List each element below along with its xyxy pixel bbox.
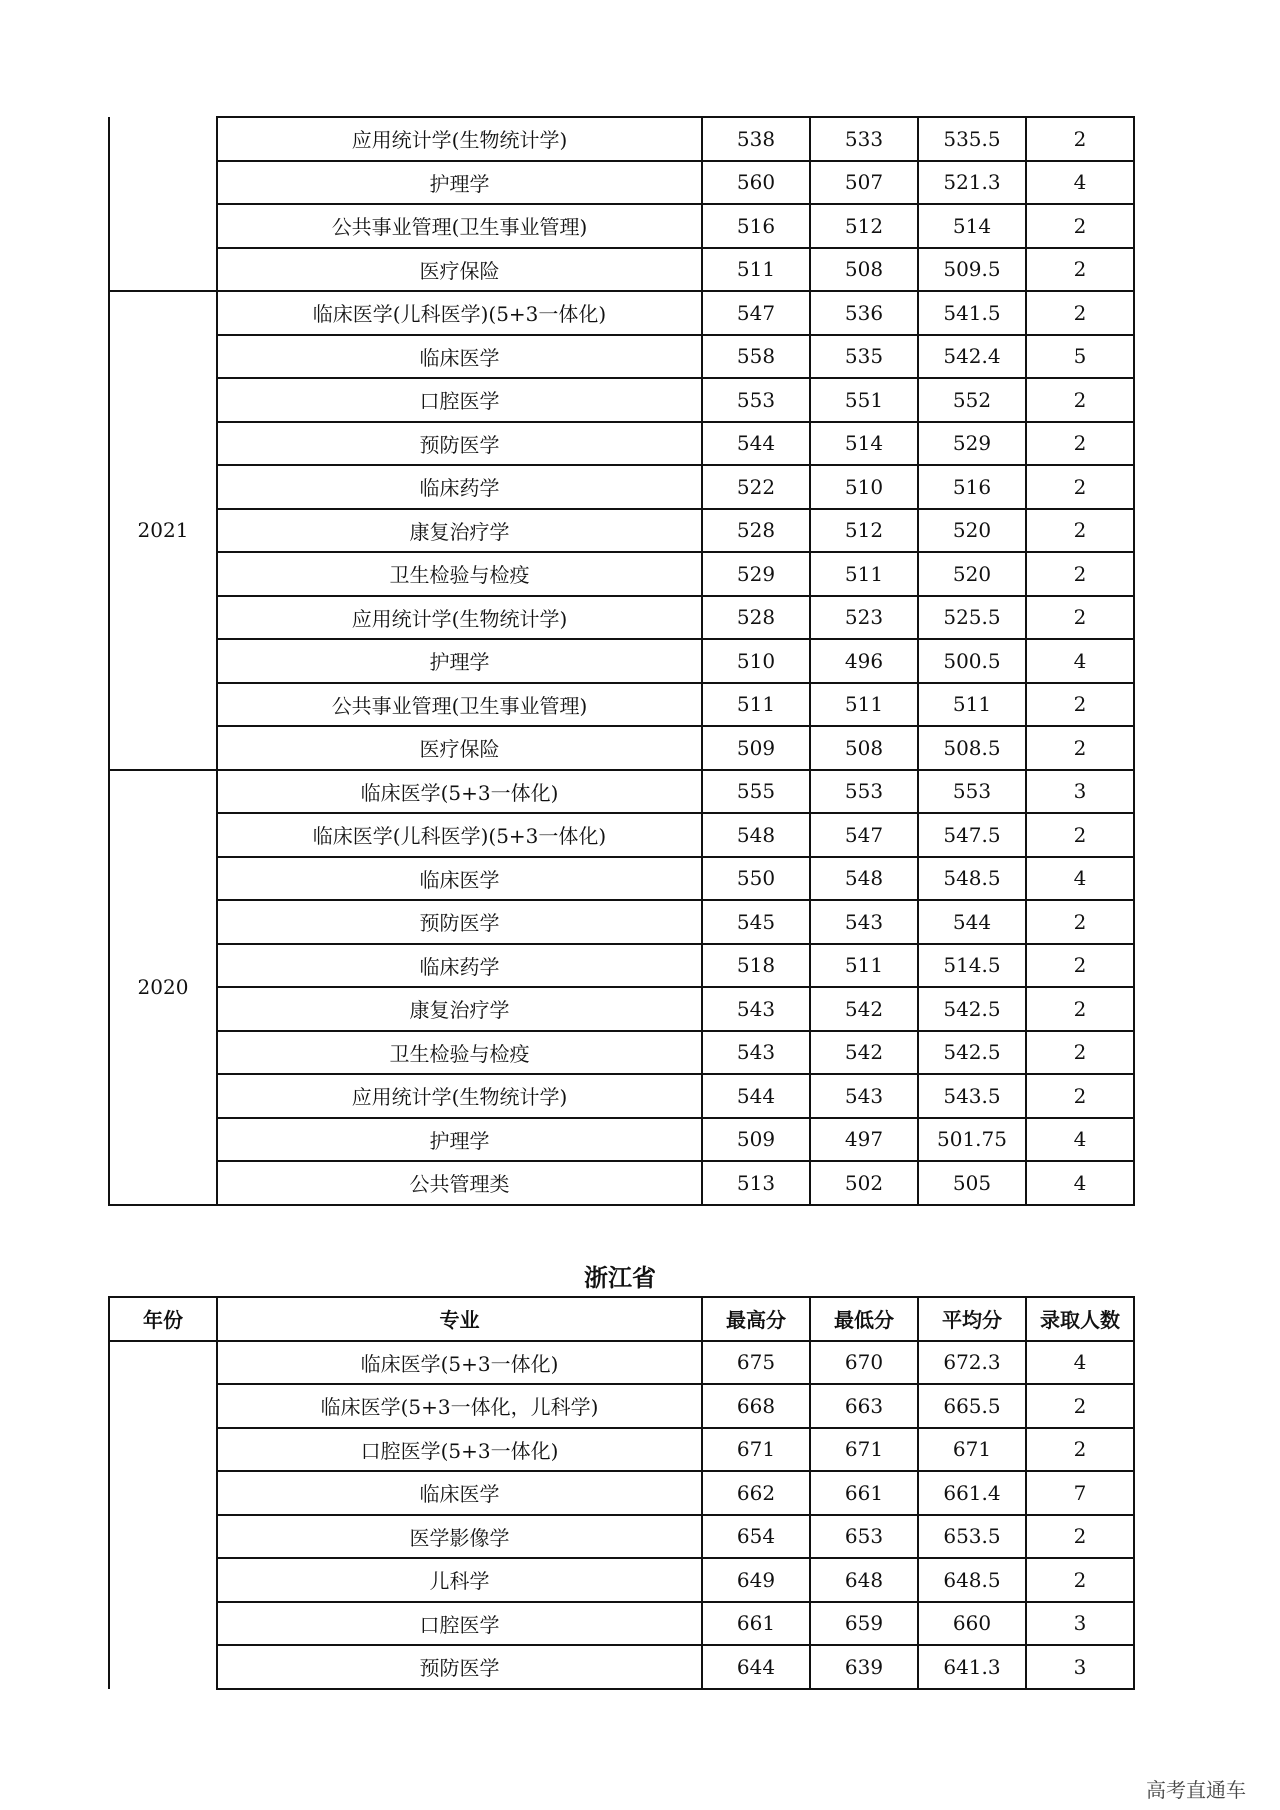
min-score-cell: 547 [810, 813, 918, 857]
min-score-cell: 511 [810, 552, 918, 596]
major-cell: 预防医学 [217, 1645, 702, 1689]
max-score-cell: 509 [702, 1118, 810, 1162]
min-score-cell: 535 [810, 335, 918, 379]
max-score-cell: 510 [702, 639, 810, 683]
max-score-cell: 544 [702, 1074, 810, 1118]
avg-score-cell: 514.5 [918, 944, 1026, 988]
avg-score-cell: 505 [918, 1161, 1026, 1205]
max-score-cell: 555 [702, 770, 810, 814]
admission-score-table-continued [108, 116, 1135, 1206]
table-row [109, 335, 1134, 379]
major-cell: 卫生检验与检疫 [217, 552, 702, 596]
avg-score-cell: 543.5 [918, 1074, 1026, 1118]
major-cell: 临床医学 [217, 335, 702, 379]
avg-score-cell: 521.3 [918, 161, 1026, 205]
major-cell: 医学影像学 [217, 1515, 702, 1559]
major-cell: 康复治疗学 [217, 987, 702, 1031]
min-score-cell: 671 [810, 1428, 918, 1472]
major-cell: 临床药学 [217, 465, 702, 509]
max-score-cell: 550 [702, 857, 810, 901]
max-score-cell: 649 [702, 1558, 810, 1602]
admitted-count-cell: 2 [1026, 465, 1134, 509]
avg-score-cell: 508.5 [918, 726, 1026, 770]
max-score-cell: 543 [702, 1031, 810, 1075]
major-cell: 预防医学 [217, 900, 702, 944]
max-score-cell: 513 [702, 1161, 810, 1205]
min-score-cell: 659 [810, 1602, 918, 1646]
admitted-count-cell: 3 [1026, 770, 1134, 814]
min-score-cell: 542 [810, 987, 918, 1031]
max-score-cell: 547 [702, 291, 810, 335]
min-score-cell: 511 [810, 683, 918, 727]
table-header-row [109, 1297, 1134, 1341]
admitted-count-cell: 2 [1026, 509, 1134, 553]
table-row [109, 857, 1134, 901]
table-row [109, 117, 1134, 161]
avg-score-cell: 514 [918, 204, 1026, 248]
admitted-count-cell: 4 [1026, 161, 1134, 205]
table-row [109, 813, 1134, 857]
header-count: 录取人数 [1026, 1297, 1134, 1341]
major-cell: 应用统计学(生物统计学) [217, 596, 702, 640]
avg-score-cell: 500.5 [918, 639, 1026, 683]
min-score-cell: 508 [810, 248, 918, 292]
table-row [109, 1558, 1134, 1602]
admitted-count-cell: 3 [1026, 1602, 1134, 1646]
major-cell: 口腔医学 [217, 378, 702, 422]
avg-score-cell: 660 [918, 1602, 1026, 1646]
max-score-cell: 661 [702, 1602, 810, 1646]
major-cell: 公共事业管理(卫生事业管理) [217, 204, 702, 248]
table-row [109, 1074, 1134, 1118]
major-cell: 口腔医学 [217, 1602, 702, 1646]
min-score-cell: 548 [810, 857, 918, 901]
admitted-count-cell: 2 [1026, 987, 1134, 1031]
header-min: 最低分 [810, 1297, 918, 1341]
major-cell: 公共事业管理(卫生事业管理) [217, 683, 702, 727]
watermark-text: 高考直通车 [1146, 1778, 1246, 1802]
min-score-cell: 523 [810, 596, 918, 640]
avg-score-cell: 541.5 [918, 291, 1026, 335]
admitted-count-cell: 2 [1026, 900, 1134, 944]
avg-score-cell: 511 [918, 683, 1026, 727]
admitted-count-cell: 2 [1026, 813, 1134, 857]
max-score-cell: 662 [702, 1471, 810, 1515]
major-cell: 临床药学 [217, 944, 702, 988]
admitted-count-cell: 4 [1026, 1161, 1134, 1205]
min-score-cell: 512 [810, 204, 918, 248]
header-avg: 平均分 [918, 1297, 1026, 1341]
min-score-cell: 502 [810, 1161, 918, 1205]
major-cell: 临床医学 [217, 857, 702, 901]
avg-score-cell: 544 [918, 900, 1026, 944]
zhejiang-score-table [108, 1296, 1135, 1690]
major-cell: 口腔医学(5+3一体化) [217, 1428, 702, 1472]
avg-score-cell: 516 [918, 465, 1026, 509]
table-row [109, 465, 1134, 509]
admitted-count-cell: 2 [1026, 204, 1134, 248]
year-cell: 2020 [109, 770, 217, 1205]
avg-score-cell: 529 [918, 422, 1026, 466]
max-score-cell: 516 [702, 204, 810, 248]
max-score-cell: 518 [702, 944, 810, 988]
admitted-count-cell: 2 [1026, 1428, 1134, 1472]
admitted-count-cell: 4 [1026, 639, 1134, 683]
admitted-count-cell: 2 [1026, 683, 1134, 727]
avg-score-cell: 665.5 [918, 1384, 1026, 1428]
major-cell: 临床医学 [217, 1471, 702, 1515]
table-row [109, 1428, 1134, 1472]
table-row [109, 422, 1134, 466]
max-score-cell: 509 [702, 726, 810, 770]
min-score-cell: 663 [810, 1384, 918, 1428]
avg-score-cell: 648.5 [918, 1558, 1026, 1602]
major-cell: 护理学 [217, 1118, 702, 1162]
header-major: 专业 [217, 1297, 702, 1341]
max-score-cell: 671 [702, 1428, 810, 1472]
avg-score-cell: 535.5 [918, 117, 1026, 161]
year-cell: 2021 [109, 291, 217, 770]
table-row [109, 1602, 1134, 1646]
avg-score-cell: 547.5 [918, 813, 1026, 857]
table-row [109, 378, 1134, 422]
table-row [109, 596, 1134, 640]
major-cell: 卫生检验与检疫 [217, 1031, 702, 1075]
admitted-count-cell: 2 [1026, 1515, 1134, 1559]
min-score-cell: 514 [810, 422, 918, 466]
admitted-count-cell: 2 [1026, 1074, 1134, 1118]
min-score-cell: 510 [810, 465, 918, 509]
admitted-count-cell: 4 [1026, 1118, 1134, 1162]
major-cell: 护理学 [217, 639, 702, 683]
province-title: 浙江省 [584, 1264, 656, 1292]
max-score-cell: 668 [702, 1384, 810, 1428]
major-cell: 应用统计学(生物统计学) [217, 117, 702, 161]
admitted-count-cell: 7 [1026, 1471, 1134, 1515]
max-score-cell: 675 [702, 1341, 810, 1385]
table-row [109, 1384, 1134, 1428]
max-score-cell: 543 [702, 987, 810, 1031]
table-row [109, 204, 1134, 248]
table-row [109, 987, 1134, 1031]
header-max: 最高分 [702, 1297, 810, 1341]
major-cell: 护理学 [217, 161, 702, 205]
min-score-cell: 543 [810, 1074, 918, 1118]
admitted-count-cell: 2 [1026, 1384, 1134, 1428]
avg-score-cell: 525.5 [918, 596, 1026, 640]
min-score-cell: 653 [810, 1515, 918, 1559]
admitted-count-cell: 2 [1026, 596, 1134, 640]
min-score-cell: 508 [810, 726, 918, 770]
max-score-cell: 560 [702, 161, 810, 205]
table-row [109, 248, 1134, 292]
admitted-count-cell: 2 [1026, 248, 1134, 292]
admitted-count-cell: 2 [1026, 944, 1134, 988]
table-row [109, 944, 1134, 988]
min-score-cell: 496 [810, 639, 918, 683]
min-score-cell: 551 [810, 378, 918, 422]
avg-score-cell: 548.5 [918, 857, 1026, 901]
min-score-cell: 648 [810, 1558, 918, 1602]
avg-score-cell: 501.75 [918, 1118, 1026, 1162]
min-score-cell: 497 [810, 1118, 918, 1162]
year-cell [109, 1341, 217, 1689]
admitted-count-cell: 2 [1026, 1031, 1134, 1075]
admitted-count-cell: 2 [1026, 378, 1134, 422]
min-score-cell: 661 [810, 1471, 918, 1515]
max-score-cell: 538 [702, 117, 810, 161]
admitted-count-cell: 2 [1026, 291, 1134, 335]
table-row [109, 1515, 1134, 1559]
max-score-cell: 644 [702, 1645, 810, 1689]
table-row [109, 770, 1134, 814]
major-cell: 临床医学(儿科医学)(5+3一体化) [217, 813, 702, 857]
avg-score-cell: 553 [918, 770, 1026, 814]
major-cell: 应用统计学(生物统计学) [217, 1074, 702, 1118]
table-row [109, 1341, 1134, 1385]
max-score-cell: 511 [702, 683, 810, 727]
year-cell [109, 117, 217, 291]
max-score-cell: 528 [702, 596, 810, 640]
table-row [109, 1031, 1134, 1075]
avg-score-cell: 542.5 [918, 1031, 1026, 1075]
min-score-cell: 543 [810, 900, 918, 944]
major-cell: 公共管理类 [217, 1161, 702, 1205]
admitted-count-cell: 4 [1026, 1341, 1134, 1385]
major-cell: 医疗保险 [217, 726, 702, 770]
avg-score-cell: 552 [918, 378, 1026, 422]
avg-score-cell: 509.5 [918, 248, 1026, 292]
max-score-cell: 529 [702, 552, 810, 596]
min-score-cell: 533 [810, 117, 918, 161]
admitted-count-cell: 5 [1026, 335, 1134, 379]
major-cell: 临床医学(5+3一体化，儿科学) [217, 1384, 702, 1428]
avg-score-cell: 542.5 [918, 987, 1026, 1031]
admitted-count-cell: 2 [1026, 1558, 1134, 1602]
admitted-count-cell: 2 [1026, 117, 1134, 161]
major-cell: 儿科学 [217, 1558, 702, 1602]
avg-score-cell: 641.3 [918, 1645, 1026, 1689]
table-row [109, 683, 1134, 727]
avg-score-cell: 671 [918, 1428, 1026, 1472]
table-row [109, 1161, 1134, 1205]
admitted-count-cell: 3 [1026, 1645, 1134, 1689]
admitted-count-cell: 2 [1026, 726, 1134, 770]
major-cell: 临床医学(5+3一体化) [217, 1341, 702, 1385]
avg-score-cell: 542.4 [918, 335, 1026, 379]
max-score-cell: 544 [702, 422, 810, 466]
major-cell: 康复治疗学 [217, 509, 702, 553]
max-score-cell: 654 [702, 1515, 810, 1559]
table-row [109, 509, 1134, 553]
table-row [109, 1118, 1134, 1162]
avg-score-cell: 661.4 [918, 1471, 1026, 1515]
table-row [109, 1645, 1134, 1689]
header-year: 年份 [109, 1297, 217, 1341]
table-row [109, 1471, 1134, 1515]
avg-score-cell: 653.5 [918, 1515, 1026, 1559]
admitted-count-cell: 2 [1026, 552, 1134, 596]
min-score-cell: 639 [810, 1645, 918, 1689]
admitted-count-cell: 2 [1026, 422, 1134, 466]
table-row [109, 639, 1134, 683]
major-cell: 临床医学(儿科医学)(5+3一体化) [217, 291, 702, 335]
major-cell: 预防医学 [217, 422, 702, 466]
min-score-cell: 507 [810, 161, 918, 205]
avg-score-cell: 672.3 [918, 1341, 1026, 1385]
max-score-cell: 528 [702, 509, 810, 553]
table-row [109, 552, 1134, 596]
table-row [109, 161, 1134, 205]
min-score-cell: 542 [810, 1031, 918, 1075]
major-cell: 医疗保险 [217, 248, 702, 292]
avg-score-cell: 520 [918, 552, 1026, 596]
min-score-cell: 536 [810, 291, 918, 335]
max-score-cell: 511 [702, 248, 810, 292]
min-score-cell: 553 [810, 770, 918, 814]
max-score-cell: 553 [702, 378, 810, 422]
avg-score-cell: 520 [918, 509, 1026, 553]
max-score-cell: 558 [702, 335, 810, 379]
table-row [109, 726, 1134, 770]
min-score-cell: 670 [810, 1341, 918, 1385]
table-row [109, 291, 1134, 335]
min-score-cell: 512 [810, 509, 918, 553]
admitted-count-cell: 4 [1026, 857, 1134, 901]
max-score-cell: 548 [702, 813, 810, 857]
table-row [109, 900, 1134, 944]
major-cell: 临床医学(5+3一体化) [217, 770, 702, 814]
min-score-cell: 511 [810, 944, 918, 988]
max-score-cell: 522 [702, 465, 810, 509]
max-score-cell: 545 [702, 900, 810, 944]
